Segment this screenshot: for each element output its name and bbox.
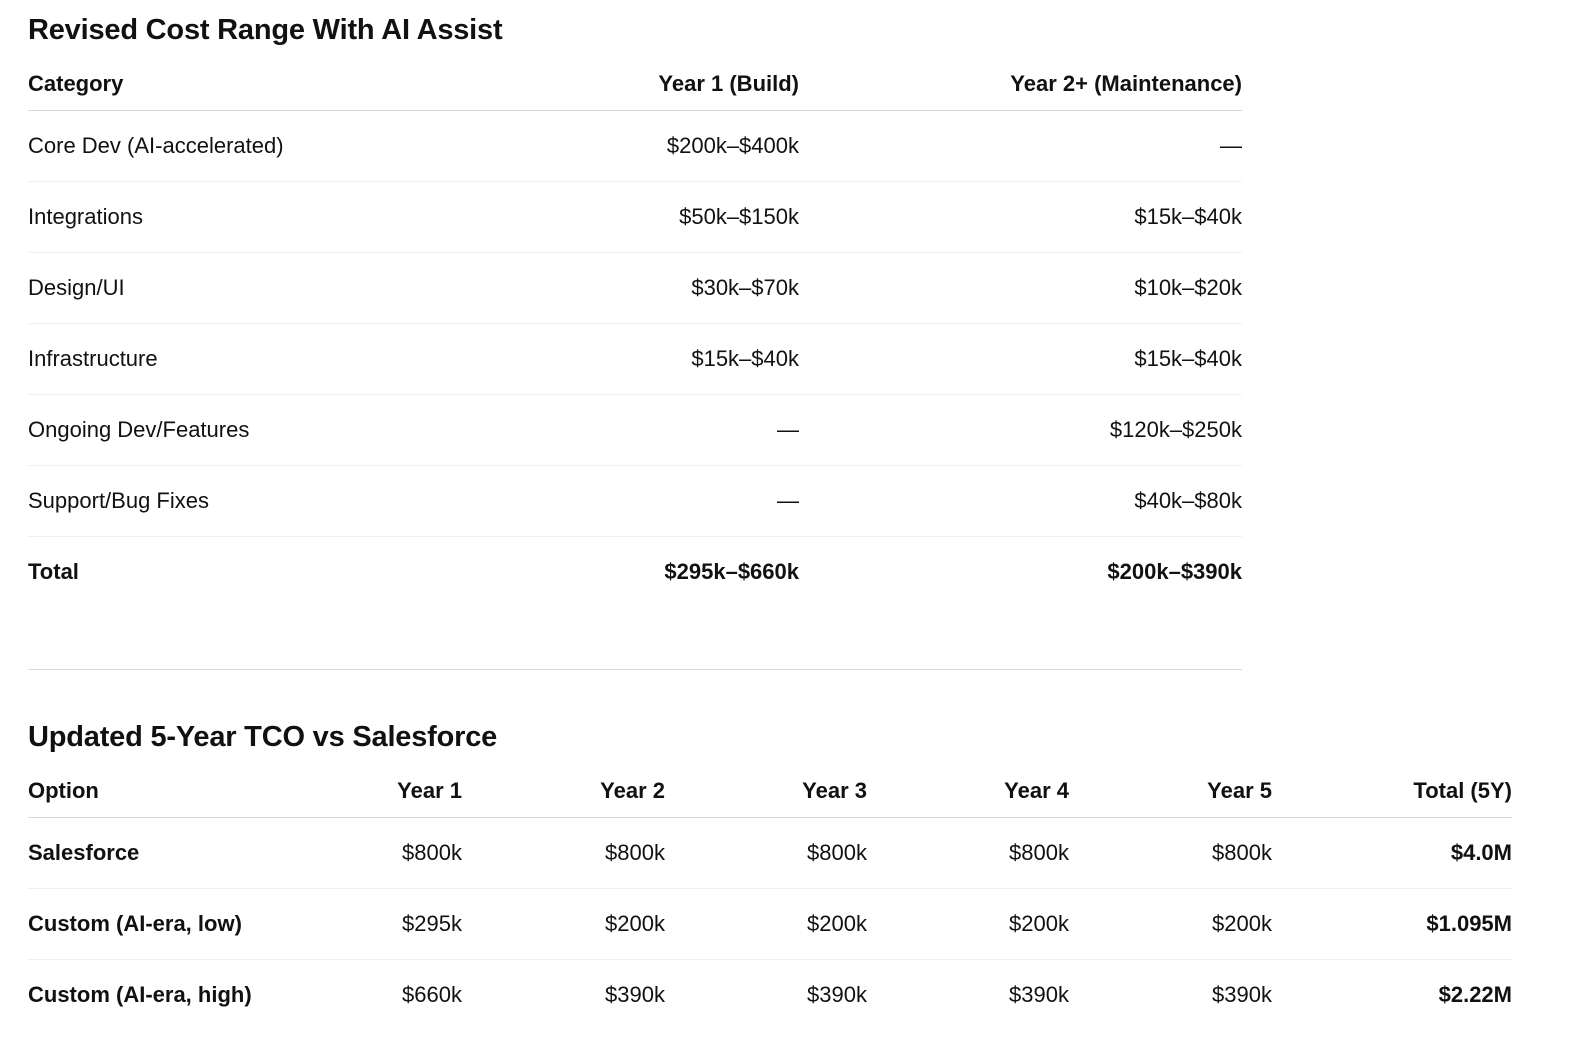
table-header-row	[28, 765, 1512, 818]
cell-option: Custom (AI-era, low)	[28, 889, 330, 960]
table-row	[28, 182, 1242, 253]
cell-total-5y: $4.0M	[1272, 818, 1512, 889]
table-row	[28, 818, 1512, 889]
cell-year5: $200k	[1069, 889, 1272, 960]
cell-year3: $200k	[665, 889, 867, 960]
tco-table	[28, 765, 1512, 1030]
cell-year2: $15k–$40k	[799, 182, 1242, 253]
section-title-tco: Updated 5-Year TCO vs Salesforce	[28, 721, 498, 753]
cell-year1: —	[599, 395, 799, 466]
table-row	[28, 466, 1242, 537]
cell-total-5y: $2.22M	[1438, 982, 1512, 1007]
cell-year1: $200k–$400k	[599, 111, 799, 182]
cell-year1: $660k	[402, 982, 462, 1007]
column-header-year4: Year 4	[867, 765, 1069, 818]
cell-year5: $390k	[1212, 982, 1272, 1007]
table-row	[28, 111, 1242, 182]
cell-year4: $800k	[867, 818, 1069, 889]
cell-year4: $200k	[867, 889, 1069, 960]
column-header-category: Category	[28, 58, 599, 111]
cost-range-table	[28, 58, 1242, 607]
cell-year1: $50k–$150k	[599, 182, 799, 253]
cell-option: Custom (AI-era, high)	[28, 982, 252, 1007]
cell-category: Core Dev (AI-accelerated)	[28, 111, 599, 182]
table-row	[28, 395, 1242, 466]
cell-total-5y: $1.095M	[1272, 889, 1512, 960]
cell-category: Design/UI	[28, 253, 599, 324]
cell-year2: $200k	[462, 889, 665, 960]
cell-category: Support/Bug Fixes	[28, 466, 599, 537]
cell-year2: $800k	[462, 818, 665, 889]
cell-category: Ongoing Dev/Features	[28, 395, 599, 466]
column-header-year2-maintenance: Year 2+ (Maintenance)	[799, 58, 1242, 111]
table-row	[28, 253, 1242, 324]
cell-year2: $10k–$20k	[799, 253, 1242, 324]
column-header-year1-build: Year 1 (Build)	[599, 58, 799, 111]
cell-year4: $390k	[1009, 982, 1069, 1007]
cell-category: Integrations	[28, 182, 599, 253]
table-row	[28, 960, 1512, 1031]
cell-year2: $120k–$250k	[799, 395, 1242, 466]
cell-year3: $390k	[807, 982, 867, 1007]
table-row	[28, 889, 1512, 960]
section-title-cost-range: Revised Cost Range With AI Assist	[28, 14, 503, 46]
cell-year2-total: $200k–$390k	[1107, 559, 1242, 584]
cell-year1: $30k–$70k	[599, 253, 799, 324]
cell-year1: —	[599, 466, 799, 537]
column-header-year2: Year 2	[462, 765, 665, 818]
cell-year1: $295k	[330, 889, 462, 960]
cell-year1-total: $295k–$660k	[664, 559, 799, 584]
cell-category: Infrastructure	[28, 324, 599, 395]
cell-year1: $800k	[330, 818, 462, 889]
cell-year1: $15k–$40k	[599, 324, 799, 395]
cell-year2: $390k	[605, 982, 665, 1007]
table-row	[28, 324, 1242, 395]
cell-year5: $800k	[1069, 818, 1272, 889]
column-header-option: Option	[28, 765, 330, 818]
cell-category-total: Total	[28, 559, 79, 584]
column-header-total-5y: Total (5Y)	[1272, 765, 1512, 818]
cell-year2: —	[799, 111, 1242, 182]
table-row-total	[28, 537, 1242, 608]
cell-option: Salesforce	[28, 818, 330, 889]
column-header-year1: Year 1	[330, 765, 462, 818]
cell-year2: $40k–$80k	[799, 466, 1242, 537]
column-header-year5: Year 5	[1069, 765, 1272, 818]
cell-year2: $15k–$40k	[799, 324, 1242, 395]
section-divider	[28, 669, 1242, 670]
cell-year3: $800k	[665, 818, 867, 889]
column-header-year3: Year 3	[665, 765, 867, 818]
table-header-row	[28, 58, 1242, 111]
